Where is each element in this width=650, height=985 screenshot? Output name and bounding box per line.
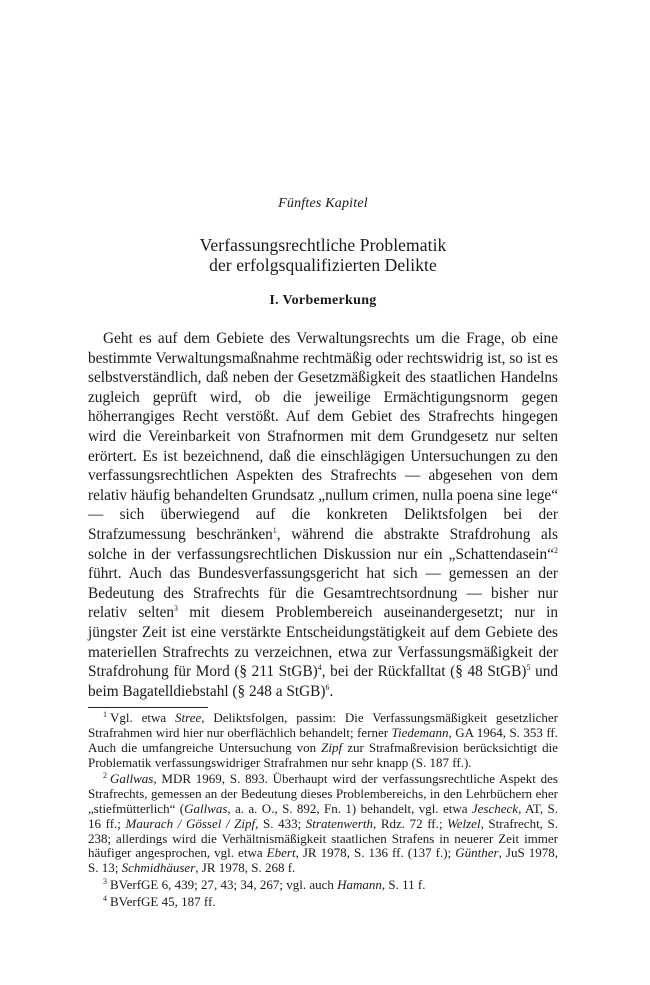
footnote-number: 1	[103, 709, 107, 719]
footnote-reference: 3	[174, 604, 179, 614]
footnote-text: , Deliktsfolgen, passim: Die Verfassungsmäßigkeit gesetzlicher Strafrahmen wird hier nur oberflächlich behandelt; ferner	[88, 710, 559, 741]
footnote-text: , JR 1978, S. 268 f.	[195, 860, 296, 876]
footnote-reference: 1	[272, 525, 277, 535]
author-name: Schmidhäuser	[121, 860, 196, 876]
footnote-text: , Strafrecht, S. 238; allerdings wird die Verhältnismäßigkeit staatlichen Strafens in neuerer Zeit immer häufiger angesprochen, vgl. etwa	[88, 815, 559, 861]
footnote-text: , GA 1964, S. 353 ff. Auch die umfangreiche Untersuchung von	[88, 725, 558, 755]
footnote-reference: 5	[526, 663, 531, 672]
footnote-text: , JuS 1978, S. 13;	[88, 845, 559, 876]
footnote-text: , S. 11 f.	[381, 877, 426, 893]
author-name: Hamann	[337, 877, 382, 893]
footnote-reference: 2	[554, 545, 558, 555]
author-name: Günther	[455, 845, 499, 861]
footnote-3	[88, 878, 558, 893]
paragraph-text: und beim Bagatelldiebstahl (§ 248 a StGB)	[88, 663, 559, 700]
author-name: Welzel	[447, 815, 481, 831]
chapter-title	[88, 235, 558, 275]
section-heading: I. Vorbemerkung	[269, 293, 377, 308]
author-name: Maurach / Gössel / Zipf	[125, 815, 256, 831]
author-name: Stratenwerth	[305, 815, 373, 831]
footnote-separator	[88, 707, 208, 708]
footnote-reference: 4	[317, 663, 322, 672]
paragraph-text: mit diesem Problembereich auseinandergesetzt; nur in jüngster Zeit ist eine verstärkte Entscheidungstätigkeit auf dem Gebiete des materiellen Strafrechts zu verzeichnen, etwa zur Verfassungsmäßigkeit der Strafdrohung für Mord (§ 211 StGB)	[88, 604, 558, 681]
paragraph-text: führt. Auch das Bundesverfassungsgericht hat sich — gemessen an der Bedeutung des Strafrechts für die Gesamtrechtsordnung — bisher nur relativ selten	[88, 565, 558, 622]
footnote-number: 3	[103, 876, 107, 886]
author-name: Jescheck	[471, 801, 519, 817]
footnote-number: 4	[103, 893, 107, 903]
footnote-text: zur Strafmaßrevision berücksichtigt die Problematik verfassungswidriger Strafrahmen nur sehr knapp (S. 187 ff.).	[88, 739, 558, 770]
footnote-text: , JR 1978, S. 136 ff. (137 f.);	[295, 845, 456, 861]
footnote-1	[88, 711, 558, 770]
body-paragraph	[88, 329, 558, 701]
book-page	[88, 196, 558, 912]
author-name: Stree	[175, 710, 202, 726]
footnote-4	[88, 895, 558, 910]
footnote-text: , MDR 1969, S. 893. Überhaupt wird der verfassungsrechtliche Aspekt des Strafrechts, gemessen an der Bedeutung dieses Problembereichs, in den Lehrbüchern eher „stiefmütterlich“ (	[88, 771, 558, 817]
footnote-2	[88, 772, 558, 876]
footnote-text: , S. 433;	[255, 815, 306, 831]
paragraph-text: , bei der Rückfalltat (§ 48 StGB)	[321, 663, 527, 681]
author-name: Zipf	[321, 739, 343, 755]
footnote-text: , Rdz. 72 ff.;	[372, 815, 448, 831]
author-name: Ebert	[266, 845, 296, 861]
chapter-title-line-2: der erfolgsqualifizierten Delikte	[209, 255, 437, 275]
author-name: Gallwas	[110, 771, 154, 787]
footnote-number: 2	[103, 771, 107, 781]
footnote-reference: 6	[325, 682, 330, 692]
author-name: Gallwas	[184, 801, 228, 817]
footnote-text: Vgl. etwa	[110, 710, 176, 726]
chapter-title-line-1: Verfassungsrechtliche Problematik	[199, 235, 447, 255]
footnote-text: BVerfGE 45, 187 ff.	[110, 893, 216, 909]
footnote-text: , a. a. O., S. 892, Fn. 1) behandelt, vgl. etwa	[227, 801, 472, 817]
paragraph-text: .	[329, 682, 334, 700]
paragraph-text: , während die abstrakte Strafdrohung als solche in der verfassungsrechtlichen Diskussion nur ein „Schattendasein“	[88, 525, 558, 563]
chapter-label: Fünftes Kapitel	[278, 196, 368, 211]
paragraph-text: Geht es auf dem Gebiete des Verwaltungsrechts um die Frage, ob eine bestimmte Verwaltungsmaßnahme rechtmäßig oder rechtswidrig ist, so ist es selbstverständlich, daß neben der Gesetzmäßigkeit des staatlichen Handelns zugleich geprüft wird, ob die jeweilige Ermächtigungsnorm gegen höherrangiges Recht verstößt. Auf dem Gebiet des Strafrechts hingegen wird die Vereinbarkeit von Strafnormen mit dem Grundgesetz nur selten erörtert. Es ist bezeichnend, daß die einschlägigen Untersuchungen zu den verfassungsrechtlichen Aspekten des Strafrechts — abgesehen von dem relativ häufig behandelten Grundsatz „nullum crimen, nulla poena sine lege“ — sich überwiegend auf die konkreten Deliktsfolgen bei der Strafzumessung beschränken	[88, 330, 558, 543]
footnote-text: , AT, S. 16 ff.;	[88, 801, 559, 831]
author-name: Tiedemann	[391, 725, 449, 741]
footnote-text: BVerfGE 6, 439; 27, 43; 34, 267; vgl. auch	[110, 877, 338, 893]
